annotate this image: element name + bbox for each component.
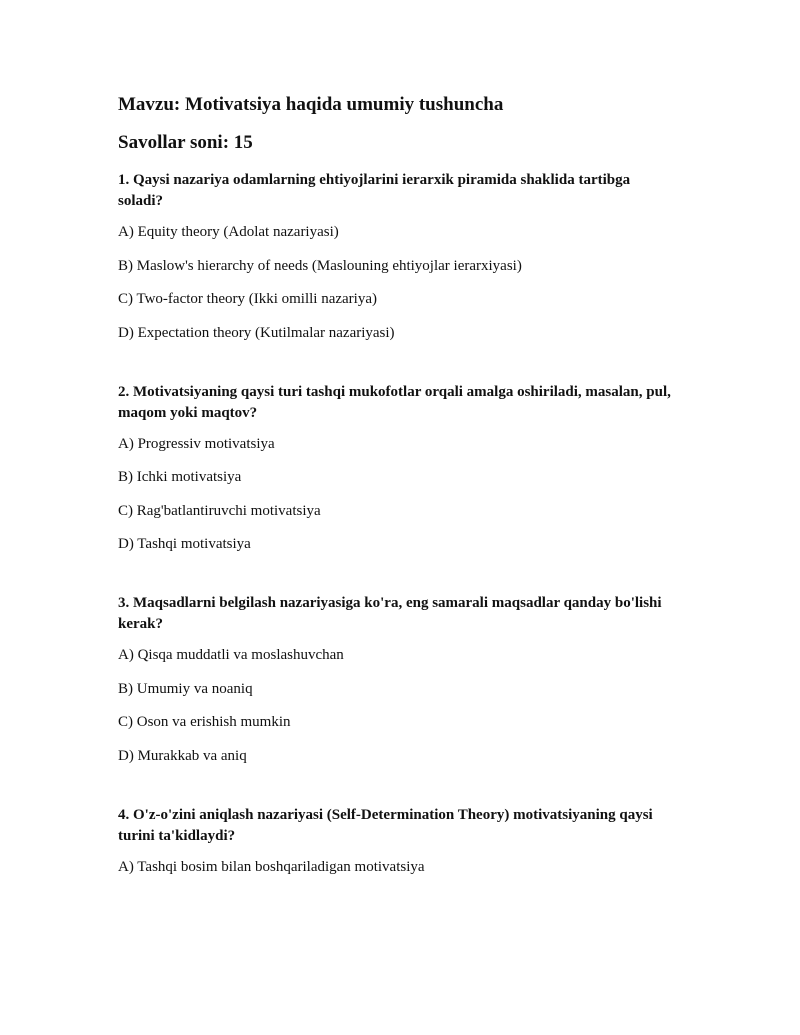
option-d: D) Tashqi motivatsiya xyxy=(118,536,251,552)
question-text: 3. Maqsadlarni belgilash nazariyasiga ko'ra, eng samarali maqsadlar qanday bo'lishi kerak? xyxy=(118,595,662,632)
option-b: B) Umumiy va noaniq xyxy=(118,680,253,697)
question-text: 2. Motivatsiyaning qaysi turi tashqi mukofotlar orqali amalga oshiriladi, masalan, pul, maqom yoki maqtov? xyxy=(118,383,671,421)
option-a: A) Equity theory (Adolat nazariyasi) xyxy=(118,224,339,240)
option-a: A) Progressiv motivatsiya xyxy=(118,435,275,452)
option-c: C) Rag'batlantiruvchi motivatsiya xyxy=(118,502,321,519)
option-a: A) Qisqa muddatli va moslashuvchan xyxy=(118,647,344,663)
question-4 xyxy=(118,805,678,878)
option-c: C) Two-factor theory (Ikki omilli nazariya) xyxy=(118,291,377,307)
option-a: A) Tashqi bosim bilan boshqariladigan motivatsiya xyxy=(118,858,425,875)
option-c: C) Oson va erishish mumkin xyxy=(118,714,291,730)
question-3 xyxy=(118,593,678,767)
option-b: B) Maslow's hierarchy of needs (Maslouning ehtiyojlar ierarxiyasi) xyxy=(118,257,522,274)
question-1 xyxy=(118,170,678,344)
option-d: D) Murakkab va aniq xyxy=(118,747,247,764)
question-2 xyxy=(118,382,678,556)
question-text: 4. O'z-o'zini aniqlash nazariyasi (Self-Determination Theory) motivatsiyaning qaysi turini ta'kidlaydi? xyxy=(118,806,653,844)
document-page xyxy=(118,92,678,916)
option-d: D) Expectation theory (Kutilmalar nazariyasi) xyxy=(118,324,395,341)
option-b: B) Ichki motivatsiya xyxy=(118,469,242,485)
question-count: Savollar soni: 15 xyxy=(118,132,253,153)
topic-title: Mavzu: Motivatsiya haqida umumiy tushuncha xyxy=(118,94,504,115)
question-text: 1. Qaysi nazariya odamlarning ehtiyojlarini ierarxik piramida shaklida tartibga soladi? xyxy=(118,172,631,209)
